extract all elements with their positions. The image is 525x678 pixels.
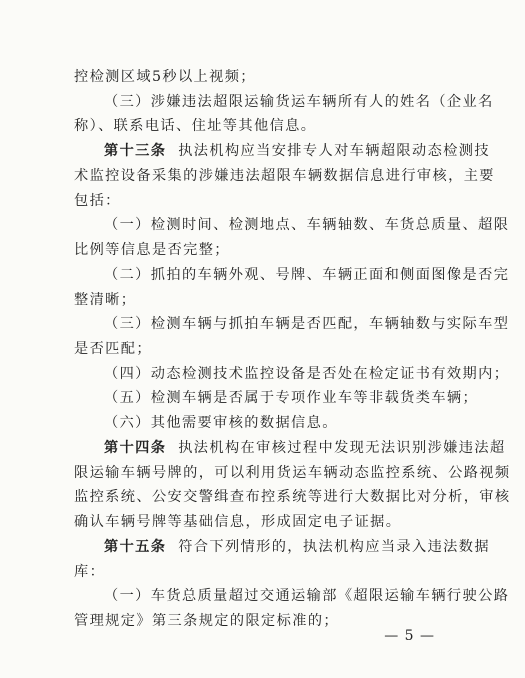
text-line: 管理规定》第三条规定的限定标准的；	[74, 613, 339, 629]
text-line: 库：	[74, 564, 106, 580]
article-heading: 第十三条	[104, 143, 167, 159]
text-line: （一）车货总质量超过交通运输部《超限运输车辆行驶公路	[104, 588, 510, 604]
text-line: 比例等信息是否完整；	[74, 242, 230, 258]
text-line: 称）、联系电话、住址等其他信息。	[74, 118, 317, 134]
text-line: 术监控设备采集的涉嫌违法超限车辆数据信息进行审核，主要	[74, 168, 495, 184]
text-line: （四）动态检测技术监控设备是否处在检定证书有效期内；	[104, 366, 510, 382]
article-heading: 第十四条	[104, 440, 167, 456]
text-line: 是否匹配；	[74, 341, 152, 357]
text-line: （三）检测车辆与抓拍车辆是否匹配，车辆轴数与实际车型	[104, 316, 510, 332]
text-line: 监控系统、公安交警缉查布控系统等进行大数据比对分析，审核	[74, 489, 511, 505]
text-line: （一）检测时间、检测地点、车辆轴数、车货总质量、超限	[104, 217, 510, 233]
text-line: （六）其他需要审核的数据信息。	[104, 415, 338, 431]
article-13-line: 第十三条 执法机构应当安排专人对车辆超限动态检测技	[104, 143, 490, 159]
article-heading: 第十五条	[104, 539, 167, 555]
text-line: （三）涉嫌违法超限运输货运车辆所有人的姓名（企业名	[104, 94, 494, 110]
article-14-line: 第十四条 执法机构在审核过程中发现无法识别涉嫌违法超	[104, 440, 506, 456]
text-line: 控检测区域5秒以上视频；	[74, 69, 256, 85]
article-15-line: 第十五条 符合下列情形的，执法机构应当录入违法数据	[104, 539, 490, 555]
text-line: 整清晰；	[74, 292, 137, 308]
text-line: 限运输车辆号牌的，可以利用货运车辆动态监控系统、公路视频	[74, 465, 511, 481]
text-line: 确认车辆号牌等基础信息，形成固定电子证据。	[74, 514, 402, 530]
page-number: — 5 —	[384, 628, 435, 644]
text-line: （五）检测车辆是否属于专项作业车等非载货类车辆；	[104, 390, 479, 406]
text-line: 包括：	[74, 193, 121, 209]
text-line: （二）抓拍的车辆外观、号牌、车辆正面和侧面图像是否完	[104, 267, 510, 283]
